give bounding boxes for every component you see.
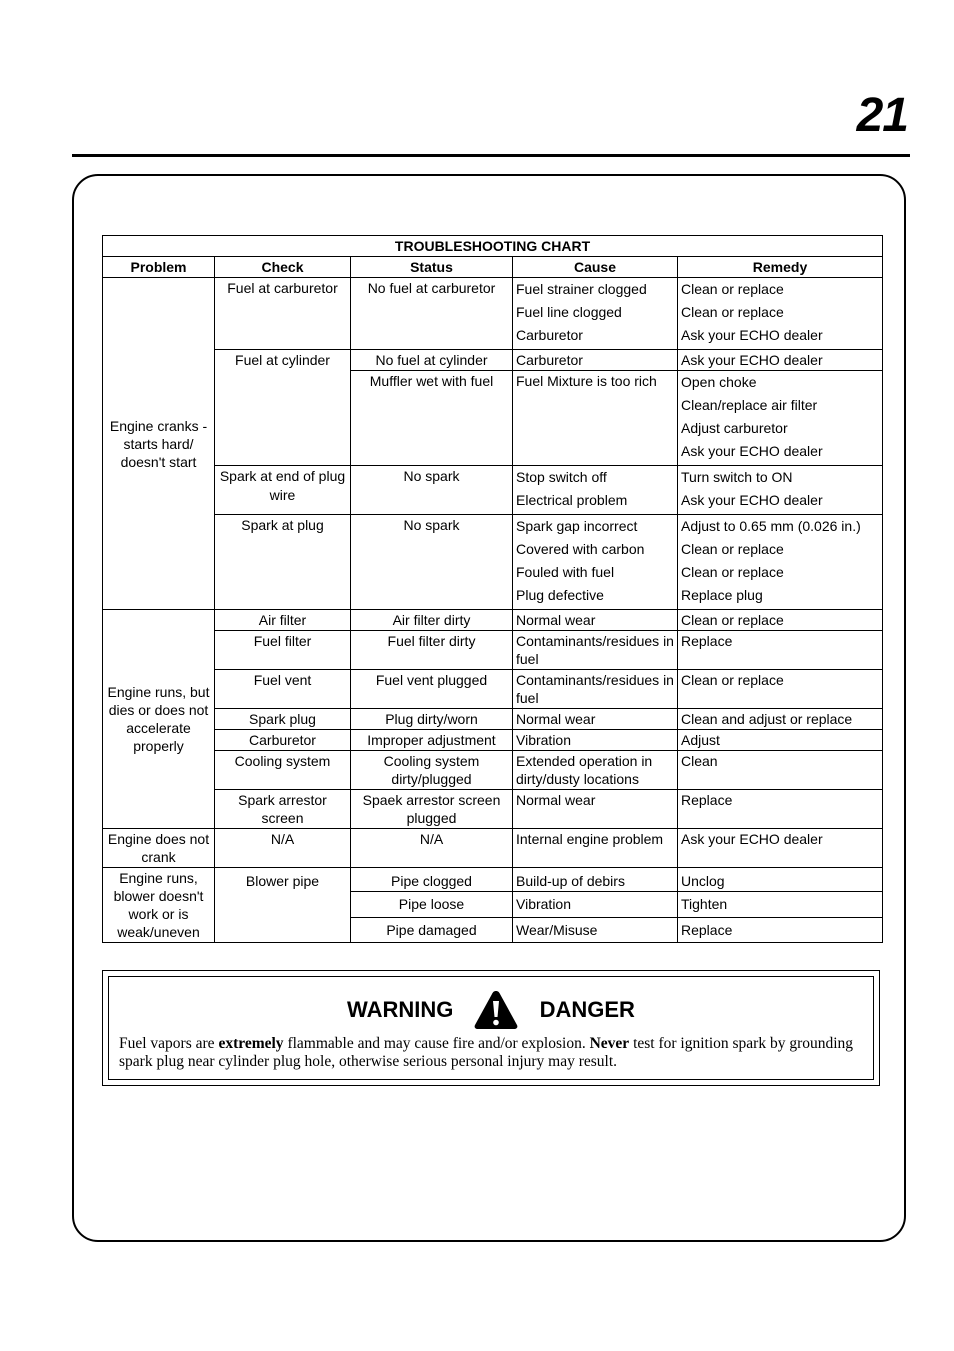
cause-line: Fuel line clogged (516, 304, 622, 320)
table-row (103, 829, 883, 868)
remedy-cell: Replace (678, 631, 883, 670)
table-row (103, 466, 883, 515)
remedy-cell (678, 278, 883, 350)
status-cell: Cooling system dirty/plugged (351, 751, 513, 790)
warning-text (119, 1035, 863, 1071)
table-row (103, 631, 883, 670)
remedy-cell: Replace (678, 917, 883, 942)
header-cause: Cause (513, 257, 678, 278)
cause-cell: Vibration (513, 730, 678, 751)
cause-line: Carburetor (516, 327, 583, 343)
table-row (103, 610, 883, 631)
problem-cell: Engine runs, but dies or does not accelerate properly (103, 610, 215, 829)
table-title: TROUBLESHOOTING CHART (103, 236, 883, 257)
table-row (103, 670, 883, 709)
cause-cell: Normal wear (513, 709, 678, 730)
remedy-line: Ask your ECHO dealer (681, 492, 823, 508)
cause-cell: Build-up of debirs (513, 868, 678, 892)
cause-cell: Normal wear (513, 610, 678, 631)
remedy-line: Clean or replace (681, 281, 784, 297)
warning-text-emphasis: Never (589, 1035, 630, 1052)
table-row (103, 515, 883, 610)
cause-cell: Fuel Mixture is too rich (513, 371, 678, 466)
danger-label: DANGER (539, 997, 635, 1022)
cause-cell: Contaminants/residues in fuel (513, 670, 678, 709)
table-row (103, 350, 883, 371)
cause-line: Covered with carbon (516, 541, 645, 557)
troubleshooting-table (102, 235, 883, 943)
remedy-line: Open choke (681, 374, 757, 390)
status-cell: No fuel at carburetor (351, 278, 513, 350)
remedy-line: Clean/replace air filter (681, 397, 818, 413)
header-problem: Problem (103, 257, 215, 278)
check-cell: Cooling system (215, 751, 351, 790)
check-cell: Spark arrestor screen (215, 790, 351, 829)
status-cell: No fuel at cylinder (351, 350, 513, 371)
header-check: Check (215, 257, 351, 278)
cause-line: Plug defective (516, 587, 604, 603)
status-cell: N/A (351, 829, 513, 868)
cause-line: Fouled with fuel (516, 564, 615, 580)
check-cell: Fuel filter (215, 631, 351, 670)
remedy-line: Turn switch to ON (681, 469, 793, 485)
cause-cell: Carburetor (513, 350, 678, 371)
remedy-line: Clean or replace (681, 304, 784, 320)
remedy-cell: Ask your ECHO dealer (678, 350, 883, 371)
cause-cell (513, 515, 678, 610)
check-cell: Spark at plug (215, 515, 351, 610)
warning-text-part: test for ignition spark by grounding spark plug near cylinder plug hole, otherwise serious personal injury may result. (119, 1035, 854, 1070)
remedy-line: Ask your ECHO dealer (681, 443, 823, 459)
remedy-cell: Clean or replace (678, 670, 883, 709)
remedy-cell: Unclog (678, 868, 883, 892)
remedy-cell: Adjust (678, 730, 883, 751)
remedy-line: Ask your ECHO dealer (681, 327, 823, 343)
remedy-cell: Clean (678, 751, 883, 790)
warning-text-part: Fuel vapors are (119, 1035, 219, 1052)
warning-heading (109, 989, 873, 1031)
status-cell: No spark (351, 466, 513, 515)
table-row (103, 751, 883, 790)
status-cell: Fuel filter dirty (351, 631, 513, 670)
cause-cell: Contaminants/residues in fuel (513, 631, 678, 670)
warning-text-emphasis: extremely (218, 1035, 284, 1052)
cause-line: Spark gap incorrect (516, 518, 638, 534)
status-cell: No spark (351, 515, 513, 610)
check-cell: Air filter (215, 610, 351, 631)
cause-cell: Internal engine problem (513, 829, 678, 868)
remedy-cell: Tighten (678, 892, 883, 917)
remedy-line: Clean or replace (681, 564, 784, 580)
status-cell: Spaek arrestor screen plugged (351, 790, 513, 829)
header-remedy: Remedy (678, 257, 883, 278)
check-cell: Fuel vent (215, 670, 351, 709)
problem-cell: Engine does not crank (103, 829, 215, 868)
remedy-cell (678, 515, 883, 610)
cause-cell: Extended operation in dirty/dusty locations (513, 751, 678, 790)
remedy-cell (678, 466, 883, 515)
status-cell: Improper adjustment (351, 730, 513, 751)
status-cell: Fuel vent plugged (351, 670, 513, 709)
table-row (103, 868, 883, 892)
warning-label: WARNING (347, 997, 454, 1022)
table-row (103, 790, 883, 829)
remedy-cell (678, 371, 883, 466)
table-row (103, 730, 883, 751)
warning-text-part: flammable and may cause fire and/or explosion. (283, 1035, 590, 1052)
remedy-cell: Replace (678, 790, 883, 829)
problem-cell: Engine runs, blower doesn't work or is weak/uneven (103, 868, 215, 943)
table-row (103, 278, 883, 350)
warning-triangle-icon (473, 989, 519, 1031)
status-cell: Pipe loose (351, 892, 513, 917)
cause-cell: Normal wear (513, 790, 678, 829)
cause-cell (513, 466, 678, 515)
status-cell: Plug dirty/worn (351, 709, 513, 730)
check-cell: Carburetor (215, 730, 351, 751)
check-cell: Blower pipe (215, 868, 351, 943)
cause-line: Stop switch off (516, 469, 607, 485)
cause-cell: Wear/Misuse (513, 917, 678, 942)
check-cell: Spark plug (215, 709, 351, 730)
header-rule (72, 154, 910, 157)
check-cell: Spark at end of plug wire (215, 466, 351, 515)
remedy-line: Replace plug (681, 587, 763, 603)
cause-cell (513, 278, 678, 350)
check-cell: N/A (215, 829, 351, 868)
remedy-line: Clean or replace (681, 541, 784, 557)
status-cell: Muffler wet with fuel (351, 371, 513, 466)
remedy-cell: Clean and adjust or replace (678, 709, 883, 730)
page-number: 21 (856, 89, 908, 142)
cause-cell: Vibration (513, 892, 678, 917)
problem-cell: Engine cranks - starts hard/ doesn't start (103, 278, 215, 610)
header-status: Status (351, 257, 513, 278)
remedy-cell: Ask your ECHO dealer (678, 829, 883, 868)
remedy-line: Adjust to 0.65 mm (0.026 in.) (681, 518, 861, 534)
check-cell: Fuel at cylinder (215, 350, 351, 466)
table-row (103, 709, 883, 730)
warning-box (102, 970, 880, 1086)
check-cell: Fuel at carburetor (215, 278, 351, 350)
warning-inner-border (108, 976, 874, 1080)
remedy-line: Adjust carburetor (681, 420, 788, 436)
status-cell: Pipe clogged (351, 868, 513, 892)
cause-line: Electrical problem (516, 492, 628, 508)
status-cell: Air filter dirty (351, 610, 513, 631)
remedy-cell: Clean or replace (678, 610, 883, 631)
status-cell: Pipe damaged (351, 917, 513, 942)
cause-line: Fuel strainer clogged (516, 281, 647, 297)
